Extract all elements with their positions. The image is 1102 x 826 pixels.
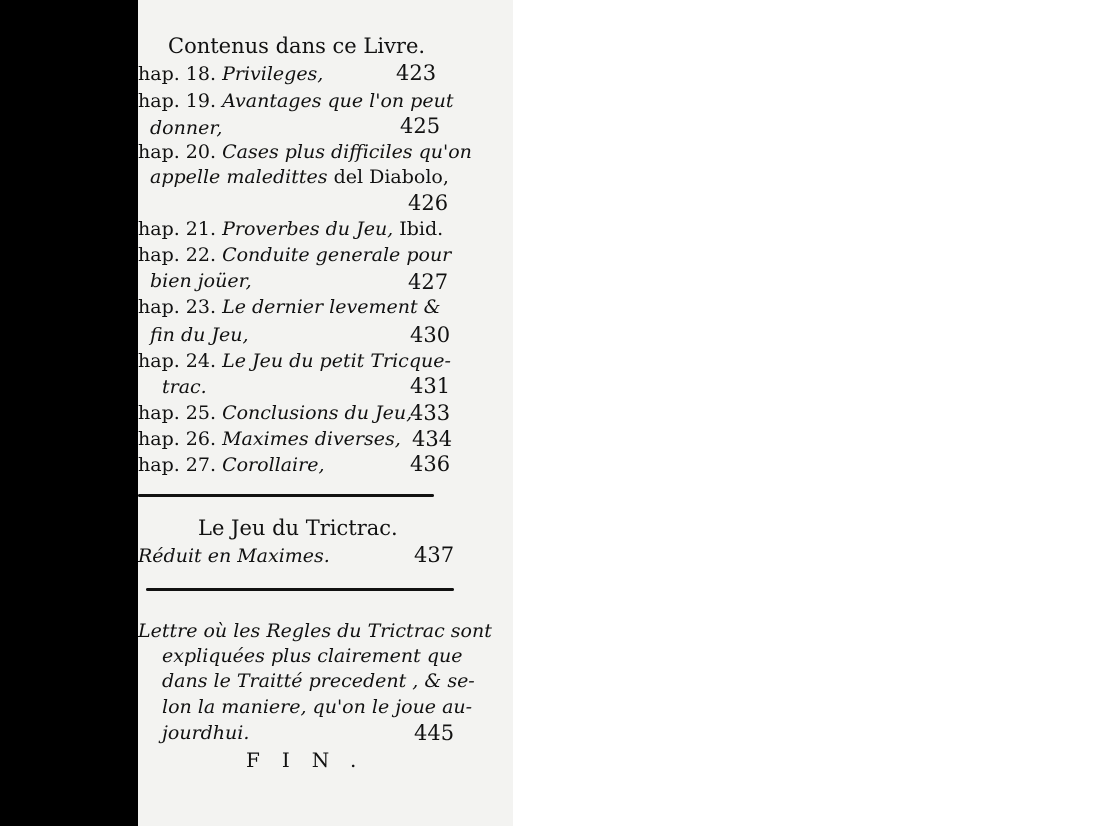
divider-rule <box>146 588 454 591</box>
page-number: 423 <box>396 61 437 85</box>
section-heading: Le Jeu du Trictrac. <box>198 516 398 540</box>
toc-entry-19: hap. 19. Avantages que l'on peut <box>138 90 454 112</box>
fin-label: FIN. <box>246 748 379 772</box>
page-number: 431 <box>410 374 451 398</box>
toc-entry-25: hap. 25. Conclusions du Jeu, <box>138 402 413 424</box>
toc-entry-19-cont: donner, <box>150 117 223 139</box>
toc-entry-23: hap. 23. Le dernier levement & <box>138 296 441 318</box>
blank-area <box>513 0 1102 826</box>
page-number: 445 <box>414 721 455 745</box>
letter-line-5: jourdhui. <box>162 722 250 744</box>
toc-entry-27: hap. 27. Corollaire, <box>138 454 325 476</box>
letter-line-1: Lettre où les Regles du Trictrac sont <box>138 620 492 642</box>
page-number: 437 <box>414 543 455 567</box>
toc-entry-20: hap. 20. Cases plus difficiles qu'on <box>138 141 472 163</box>
toc-entry-26: hap. 26. Maximes diverses, <box>138 428 401 450</box>
toc-entry-24-cont: trac. <box>162 376 207 398</box>
toc-entry-24: hap. 24. Le Jeu du petit Tricque- <box>138 350 451 372</box>
page-number: 430 <box>410 323 451 347</box>
letter-line-4: lon la maniere, qu'on le joue au- <box>162 696 473 718</box>
page-header: Contenus dans ce Livre. <box>168 34 426 58</box>
toc-entry-18: hap. 18. Privileges, <box>138 63 324 85</box>
book-page <box>138 0 513 826</box>
toc-entry-20-cont: appelle maledittes del Diabolo, <box>150 166 449 188</box>
divider-rule <box>138 494 434 497</box>
toc-entry-22: hap. 22. Conduite generale pour <box>138 244 452 266</box>
toc-entry-21: hap. 21. Proverbes du Jeu, Ibid. <box>138 218 444 240</box>
page-number: 434 <box>412 427 453 451</box>
toc-entry-22-cont: bien joüer, <box>150 270 252 292</box>
page-number: 436 <box>410 452 451 476</box>
page-number: 427 <box>408 270 449 294</box>
page-number: 433 <box>410 401 451 425</box>
scan-border-left <box>0 0 138 826</box>
page-number: 425 <box>400 114 441 138</box>
letter-line-3: dans le Traitté precedent , & se- <box>162 670 475 692</box>
section-subtitle: Réduit en Maximes. <box>138 545 330 567</box>
letter-line-2: expliquées plus clairement que <box>162 645 463 667</box>
toc-entry-23-cont: fin du Jeu, <box>150 324 249 346</box>
page-number: 426 <box>408 191 449 215</box>
